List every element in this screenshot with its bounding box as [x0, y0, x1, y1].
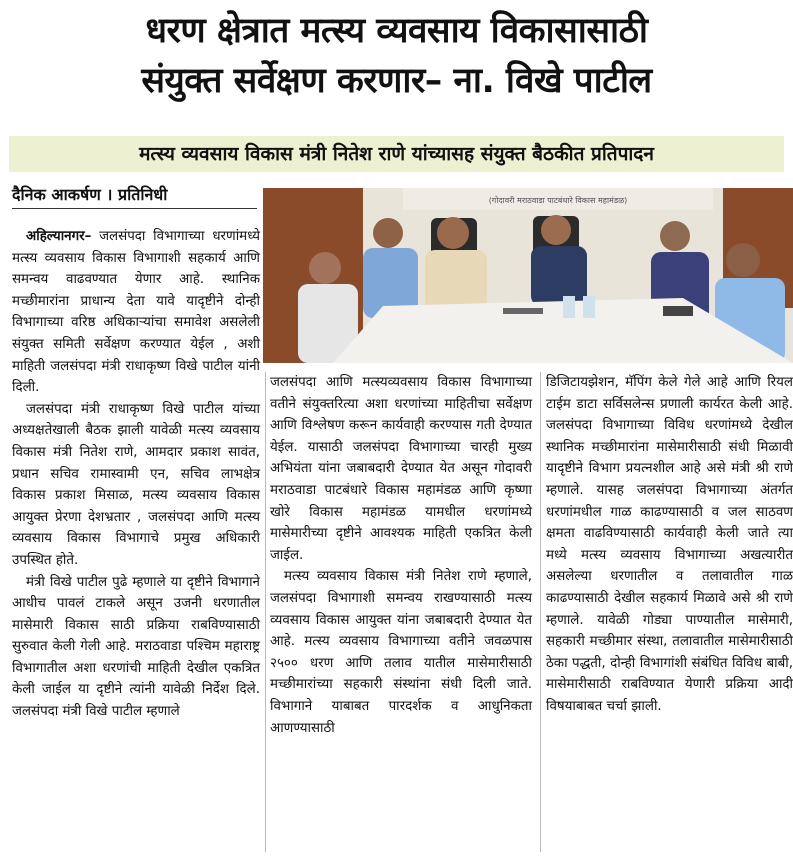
paragraph: मत्स्य व्यवसाय विकास मंत्री नितेश राणे म्हणाले, जलसंपदा विभागाशी समन्वय राखण्यासाठी मत्स्य व्यवसाय विकास आयुक्त यांना जबाबदारी देण्यात येत आहे. मत्स्य व्यवसाय विभागाच्या वतीने जवळपास २५०० धरण आणि तलाव यातील मासेमारीसाठी मच्छीमारांच्या सहकारी संस्थांना संधी दिली जाते. विभागाने याबाबत पारदर्शक व आधुनिकता आणण्यासाठी [270, 569, 532, 736]
meeting-photo-illustration [263, 188, 793, 363]
byline-divider [12, 208, 257, 209]
paragraph: जलसंपदा आणि मत्स्यव्यवसाय विकास विभागाच्या वतीने संयुक्तरित्या अशा धरणांच्या माहितीचा सर्वेक्षण आणि विश्लेषण करून कार्यवाही करण्यास गती देण्यात येईल. यासाठी जलसंपदा विभागाच्या चारही मुख्य अभियंता यांना जबाबदारी देण्यात येत असून गोदावरी मराठवाडा पाटबंधारे विकास महामंडळ आणि कृष्णा खोरे विकास महामंडळ यामधील धरणांमध्ये मासेमारीच्या दृष्टीने आवश्यक माहिती एकत्रित केली जाईल. [270, 375, 532, 563]
paragraph: जलसंपदा मंत्री राधाकृष्ण विखे पाटील यांच्या अध्यक्षतेखाली बैठक झाली यावेळी मत्स्य व्यवसाय विकास मंत्री नितेश राणे, आमदार प्रकाश सावंत, प्रधान सचिव रामास्वामी एन, सचिव लाभक्षेत्र विकास प्रकाश मिसाळ, मत्स्य व्यवसाय विकास आयुक्त प्रेरणा देशभ्रतार , जलसंपदा आणि मत्स्य व्यवसाय विकास विभागाचे प्रमुख अधिकारी उपस्थित होते. [12, 401, 260, 568]
meeting-photo [263, 188, 793, 363]
article-column-1 [12, 226, 260, 723]
column-divider [540, 372, 541, 852]
photo-banner-text: (गोदावरी मराठवाडा पाटबंधारे विकास महामंडळ) [488, 196, 628, 205]
headline [0, 6, 793, 106]
column-divider [265, 372, 266, 852]
article-column-3 [546, 372, 793, 718]
dateline: अहिल्यानगर– [26, 229, 92, 244]
headline-line-2: संयुक्त सर्वेक्षण करणार– ना. विखे पाटील [141, 61, 652, 101]
paragraph: डिजिटायझेशन, मॅपिंग केले गेले आहे आणि रियल टाईम डाटा सर्विसलेन्स प्रणाली कार्यरत केली आहे. जलसंपदा विभागाच्या विविध धरणांमध्ये देखील स्थानिक मच्छीमारांना मासेमारीसाठी संधी मिळावी यादृष्टीने विभाग प्रयत्नशील आहे असे मंत्री श्री राणे म्हणाले. यासह जलसंपदा विभागाच्या अंतर्गत धरणांमधील गाळ काढण्यासाठी व जल साठवण क्षमता वाढविण्यासाठी कार्यवाही केली जाते त्या मध्ये मत्स्य व्यवसाय विभागाच्या अखत्यारीत असलेल्या धरणातील व तलावातील गाळ काढण्यासाठी देखील सहकार्य मिळावे असे श्री राणे म्हणाले. यावेळी गोड्या पाण्यातील मासेमारी, सहकारी मच्छीमार संस्था, तलावातील मासेमारीसाठी ठेका पद्धती, दोन्ही विभागांशी संबंधित विविध बाबी, मासेमारीसाठी राबविण्यात येणारी प्रक्रिया आदी विषयाबाबत चर्चा झाली. [546, 375, 793, 714]
headline-line-1: धरण क्षेत्रात मत्स्य व्यवसाय विकासासाठी [145, 11, 648, 51]
article-column-2 [270, 372, 532, 739]
byline: दैनिक आकर्षण । प्रतिनिधी [12, 185, 168, 204]
subheadline: मत्स्य व्यवसाय विकास मंत्री नितेश राणे यांच्यासह संयुक्त बैठकीत प्रतिपादन [9, 136, 784, 172]
paragraph: मंत्री विखे पाटील पुढे म्हणाले या दृष्टीने विभागाने आधीच पावलं टाकले असून उजनी धरणातील मासेमारी विकास साठी प्रक्रिया राबविण्यासाठी सुरुवात केली गेली आहे. मराठवाडा पश्चिम महाराष्ट्र विभागातील अशा धरणांची माहिती देखील एकत्रित केली जाईल या दृष्टीने त्यांनी यावेळी निर्देश दिले. जलसंपदा मंत्री विखे पाटील म्हणाले [12, 574, 260, 720]
paragraph: जलसंपदा विभागाच्या धरणांमध्ये मत्स्य व्यवसाय विकास विभागाशी सहकार्य आणि समन्वय वाढवण्यात येणार आहे. स्थानिक मच्छीमारांना प्राधान्य देता यावे यादृष्टीने दोन्ही विभागाच्या वरिष्ठ अधिकाऱ्यांचा समावेश असलेली संयुक्त समिती सर्वेक्षण करण्यात येईल , अशी माहिती जलसंपदा मंत्री राधाकृष्ण विखे पाटील यांनी दिली. [12, 229, 260, 396]
